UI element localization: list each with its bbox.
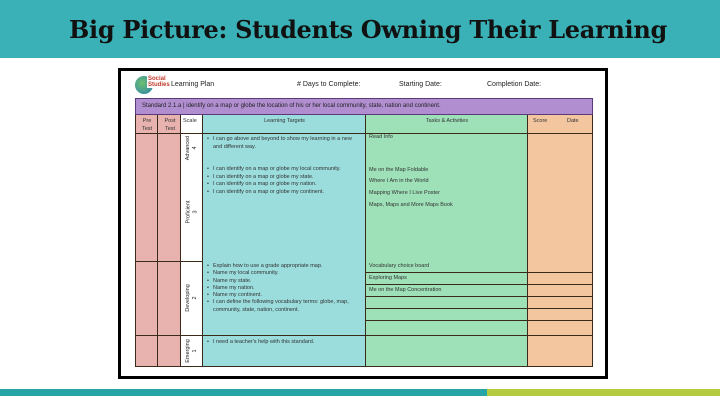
scale-proficient: Proficient 3 [185, 200, 198, 224]
page-title: Big Picture: Students Owning Their Learning [69, 14, 667, 44]
activity: Maps, Maps and More Maps Book [369, 202, 453, 208]
activity: Me on the Map Foldable [369, 167, 429, 173]
score-date-column [528, 115, 593, 367]
plan-table [135, 115, 593, 367]
targets-column [203, 115, 366, 367]
row-divider [366, 296, 593, 297]
completion-date-label: Completion Date: [487, 81, 542, 88]
standard-bar: Standard 2.1.a | identify on a map or globe the location of his or her local community, state, nation and continent. [135, 98, 593, 115]
row-divider [135, 261, 203, 262]
activity: Mapping Where I Live Poster [369, 190, 440, 196]
row-divider [366, 320, 593, 321]
targets-proficient: • I can identify on a map or globe my local community. • I can identify on a map or globe my state. • I can identify on a map or globe my nation. • I can identify on a map or globe my continent. [207, 166, 362, 196]
targets-header: Learning Targets [264, 118, 305, 124]
days-label: # Days to Complete: [297, 81, 361, 88]
footer-stripe-green [487, 389, 720, 396]
activity: Where I Am in the World [369, 178, 429, 184]
pre-test-column [135, 115, 158, 367]
post-test-header: Post Test [164, 118, 176, 132]
activity: Me on the Map Concentration [369, 287, 442, 293]
learning-plan-image [118, 68, 608, 379]
pre-test-header: Pre Test [141, 118, 153, 132]
targets-emerging: • I need a teacher's help with this standard. [207, 338, 362, 346]
plan-header [121, 71, 605, 98]
social-studies-logo: Social Studies [135, 74, 167, 96]
scale-developing: Developing 2 [185, 284, 198, 312]
row-divider [366, 284, 593, 285]
scale-emerging: Emerging 1 [185, 339, 199, 363]
row-divider [135, 366, 593, 367]
row-divider [366, 308, 593, 309]
footer-stripe-teal [0, 389, 487, 396]
scale-header: Scale [183, 118, 197, 124]
row-divider [366, 272, 593, 273]
targets-developing: • Explain how to use a grade appropriate map. • Name my local community. • Name my state. • Name my nation. • Name my continent. • I can define the following vocabulary terms: globe, map, community, state, nation, continent. [207, 263, 362, 314]
scale-advanced: Advanced 4 [185, 135, 198, 161]
activities-column [366, 115, 528, 367]
targets-advanced: • I can go above and beyond to show my learning in a new and different way. [207, 135, 362, 151]
title-bar [0, 0, 720, 58]
start-date-label: Starting Date: [399, 81, 442, 88]
plan-label: Learning Plan [171, 81, 215, 88]
activity: Read Info [369, 134, 393, 140]
row-divider [135, 133, 593, 134]
date-header: Date [567, 118, 579, 124]
row-divider [135, 335, 593, 336]
activity: Vocabulary choice board [369, 263, 430, 269]
activities-header: Tasks & Activities [425, 118, 469, 124]
post-test-column [158, 115, 181, 367]
score-header: Score [533, 118, 548, 124]
activity: Exploring Maps [369, 275, 407, 281]
